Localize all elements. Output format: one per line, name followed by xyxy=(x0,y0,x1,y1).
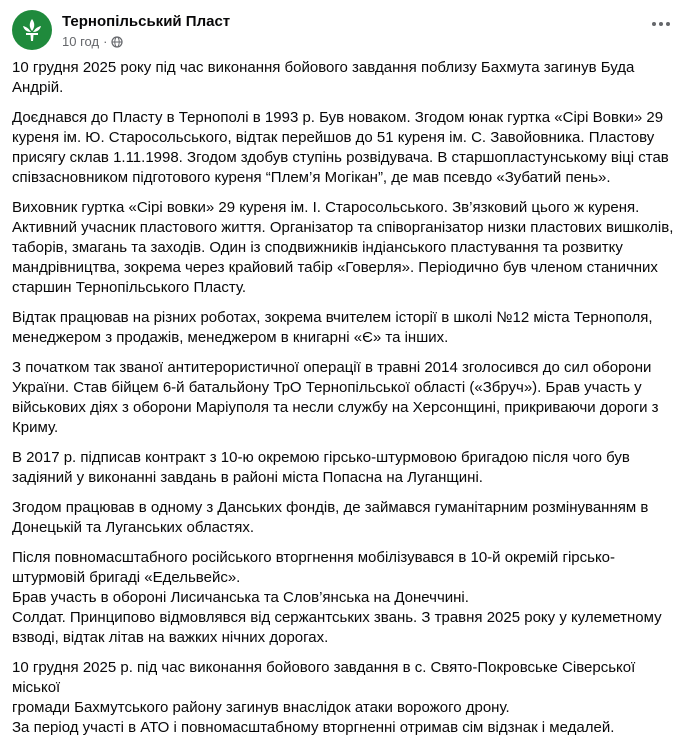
post-paragraph: 10 грудня 2025 року під час виконання бойового завдання поблизу Бахмута загинув Буда Андрій. xyxy=(12,59,635,96)
post-text xyxy=(12,58,684,748)
post-timestamp[interactable]: 10 год xyxy=(62,34,100,49)
globe-icon[interactable] xyxy=(111,36,123,48)
post-meta xyxy=(62,10,230,50)
post-paragraph: Доєднався до Пласту в Тернополі в 1993 р. Був новаком. Згодом юнак гуртка «Сірі Вовки» 29 куреня ім. Ю. Старосольського, відтак перейшов до 51 куреня ім. С. Завойовника. Пластову присягу склав 1.11.1998. Згодом здобув ступінь розвідувача. В старшопластунському віці став співзасновником підготового куреня “Плем’я Могікан”, де мав псевдо «Зубатий пень». xyxy=(12,109,669,186)
plast-lily-logo-icon xyxy=(18,16,46,44)
more-options-icon[interactable] xyxy=(643,10,679,38)
separator-dot: · xyxy=(103,34,108,49)
author-name[interactable]: Тернопільський Пласт xyxy=(62,13,231,30)
post-header xyxy=(12,10,679,54)
post-paragraph: Відтак працював на різних роботах, зокрема вчителем історії в школі №12 міста Тернополя, менеджером з продажів, менеджером в книгарні «Є» та інших. xyxy=(12,309,653,346)
page-avatar[interactable] xyxy=(12,10,52,50)
post-paragraph: З початком так званої антитерористичної операції в травні 2014 зголосився до сил оборони України. Став бійцем 6-й батальйону ТрО Тернопільської області («Збруч»). Брав участь у військових діях з оборони Маріуполя та несли службу на Херсонщині, прикриваючи дороги з Криму. xyxy=(12,359,659,436)
post-paragraph: Після повномасштабного російського вторгнення мобілізувався в 10-й окремій гірсько- штурмовій бригаді «Едельвейс». Брав участь в обороні Лисичанська та Слов’янська на Донеччині. Солдат. Принципово відмовлявся від сержантських звань. З травня 2025 року у кулеметному взводі, відтак літав на важких нічних дорогах. xyxy=(12,549,662,646)
post-paragraph: Виховник гуртка «Сірі вовки» 29 куреня ім. І. Старосольського. Зв’язковий цього ж куреня. Активний учасник пластового життя. Організатор та співорганізатор низки пластових вишколів, таборів, змагань та заходів. Один із сподвижників індіанського пластування та розвитку мандрівництва, зокрема через крайовий табір «Говерля». Періодично був членом станичних старшин Тернопільського Пласту. xyxy=(12,199,674,296)
post-paragraph: 10 грудня 2025 р. під час виконання бойового завдання в с. Свято-Покровське Сіверської міської громади Бахмутського району загинув внаслідок атаки ворожого дрону. За період участі в АТО і повномасштабному вторгненні отримав сім відзнак і медалей. xyxy=(12,659,636,736)
post-subline xyxy=(62,33,230,50)
post-paragraph: Згодом працював в одному з Данських фондів, де займався гуманітарним розмінуванням в Донецькій та Луганських областях. xyxy=(12,499,649,536)
post-paragraph: В 2017 р. підписав контракт з 10-ю окремою гірсько-штурмовою бригадою після чого був задіяний у виконанні завдань в районі міста Попасна на Луганщині. xyxy=(12,449,630,486)
